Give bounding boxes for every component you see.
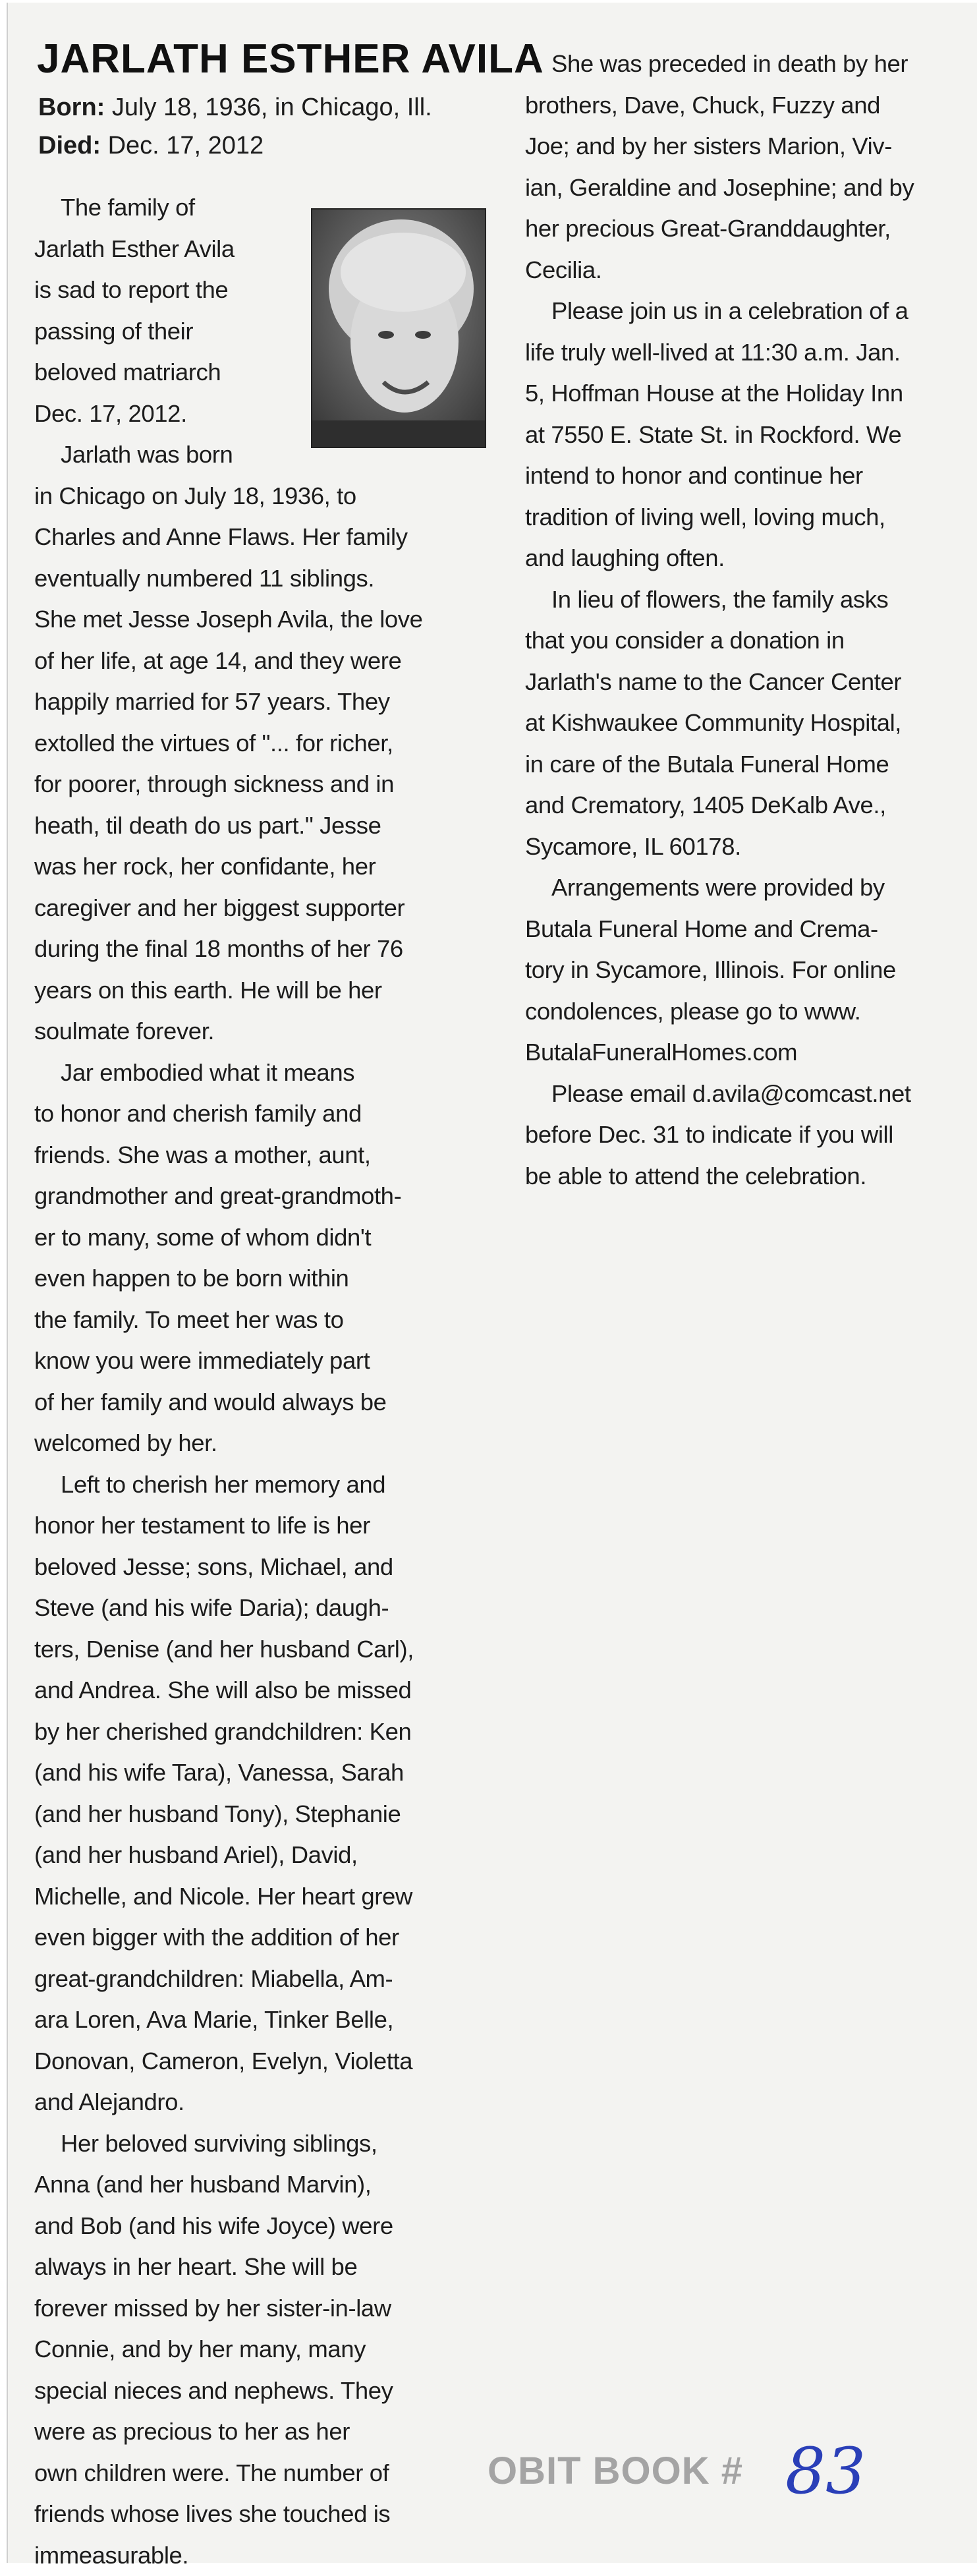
- obituary-text-line: happily married for 57 years. They: [34, 681, 495, 723]
- obituary-text-line: and Alejandro.: [34, 2082, 495, 2123]
- obituary-text-line: great-grandchildren: Miabella, Am-: [34, 1959, 495, 2000]
- obituary-text-line: grandmother and great-grandmoth-: [34, 1176, 495, 1217]
- obituary-text-line: and laughing often.: [525, 538, 973, 579]
- obituary-text-line: welcomed by her.: [34, 1423, 495, 1464]
- obituary-text-line: before Dec. 31 to indicate if you will: [525, 1114, 973, 1156]
- obituary-text-line: caregiver and her biggest supporter: [34, 888, 495, 929]
- obituary-text-line: heath, til death do us part." Jesse: [34, 805, 495, 847]
- obituary-name: JARLATH ESTHER AVILA: [37, 36, 544, 82]
- born-line: [38, 94, 432, 122]
- obituary-text-line: In lieu of flowers, the family asks: [525, 579, 973, 621]
- died-line: [38, 132, 264, 160]
- obituary-text-line: ara Loren, Ava Marie, Tinker Belle,: [34, 1999, 495, 2041]
- obituary-text-line: brothers, Dave, Chuck, Fuzzy and: [525, 85, 973, 127]
- obituary-text-line: passing of their: [34, 311, 495, 353]
- obit-book-stamp: OBIT BOOK #: [488, 2449, 743, 2493]
- obituary-text-line: Steve (and his wife Daria); daugh-: [34, 1588, 495, 1629]
- obituary-text-line: beloved Jesse; sons, Michael, and: [34, 1547, 495, 1588]
- obituary-text-line: is sad to report the: [34, 270, 495, 311]
- right-column: [525, 43, 973, 1197]
- obituary-text-line: her precious Great-Granddaughter,: [525, 208, 973, 250]
- obituary-text-line: friends. She was a mother, aunt,: [34, 1135, 495, 1176]
- obituary-text-line: Cecilia.: [525, 250, 973, 291]
- obituary-text-line: and Crematory, 1405 DeKalb Ave.,: [525, 785, 973, 826]
- obituary-text-line: at 7550 E. State St. in Rockford. We: [525, 415, 973, 456]
- obituary-text-line: Jar embodied what it means: [34, 1052, 495, 1094]
- obituary-text-line: Butala Funeral Home and Crema-: [525, 909, 973, 950]
- obituary-text-line: tory in Sycamore, Illinois. For online: [525, 950, 973, 991]
- obituary-text-line: (and his wife Tara), Vanessa, Sarah: [34, 1752, 495, 1794]
- obituary-text-line: extolled the virtues of "... for richer,: [34, 723, 495, 764]
- left-column: [34, 187, 495, 2576]
- obituary-text-line: ButalaFuneralHomes.com: [525, 1032, 973, 1073]
- obituary-text-line: Dec. 17, 2012.: [34, 393, 495, 435]
- obituary-text-line: Left to cherish her memory and: [34, 1464, 495, 1506]
- obituary-text-line: The family of: [34, 187, 495, 229]
- obituary-text-line: Anna (and her husband Marvin),: [34, 2164, 495, 2206]
- obituary-text-line: always in her heart. She will be: [34, 2247, 495, 2288]
- obituary-text-line: even happen to be born within: [34, 1258, 495, 1300]
- obituary-text-line: Charles and Anne Flaws. Her family: [34, 517, 495, 558]
- obituary-text-line: immeasurable.: [34, 2535, 495, 2576]
- obituary-text-line: condolences, please go to www.: [525, 991, 973, 1033]
- handwritten-book-number: 83: [785, 2434, 866, 2508]
- obituary-text-line: honor her testament to life is her: [34, 1505, 495, 1547]
- obituary-text-line: at Kishwaukee Community Hospital,: [525, 702, 973, 744]
- obituary-text-line: intend to honor and continue her: [525, 455, 973, 497]
- obituary-text-line: that you consider a donation in: [525, 620, 973, 662]
- obituary-text-line: during the final 18 months of her 76: [34, 929, 495, 970]
- obituary-text-line: own children were. The number of: [34, 2453, 495, 2494]
- obituary-text-line: be able to attend the celebration.: [525, 1156, 973, 1197]
- obituary-text-line: was her rock, her confidante, her: [34, 846, 495, 888]
- obituary-text-line: (and her husband Tony), Stephanie: [34, 1794, 495, 1835]
- obituary-text-line: 5, Hoffman House at the Holiday Inn: [525, 373, 973, 415]
- obituary-text-line: of her life, at age 14, and they were: [34, 641, 495, 682]
- obituary-text-line: Arrangements were provided by: [525, 867, 973, 909]
- obituary-text-line: forever missed by her sister-in-law: [34, 2288, 495, 2330]
- obituary-text-line: to honor and cherish family and: [34, 1093, 495, 1135]
- obituary-text-line: Jarlath was born: [34, 434, 495, 476]
- obituary-text-line: and Andrea. She will also be missed: [34, 1670, 495, 1711]
- born-value: July 18, 1936, in Chicago, Ill.: [112, 94, 432, 121]
- obituary-text-line: Michelle, and Nicole. Her heart grew: [34, 1876, 495, 1918]
- obituary-text-line: know you were immediately part: [34, 1340, 495, 1382]
- born-label: Born:: [38, 94, 105, 121]
- obituary-text-line: were as precious to her as her: [34, 2411, 495, 2453]
- obituary-text-line: She was preceded in death by her: [525, 43, 973, 85]
- obituary-text-line: Jarlath Esther Avila: [34, 229, 495, 270]
- obituary-text-line: of her family and would always be: [34, 1382, 495, 1423]
- obituary-text-line: tradition of living well, loving much,: [525, 497, 973, 538]
- obituary-text-line: Joe; and by her sisters Marion, Viv-: [525, 126, 973, 167]
- obituary-text-line: beloved matriarch: [34, 352, 495, 393]
- died-value: Dec. 17, 2012: [108, 132, 264, 159]
- obituary-text-line: years on this earth. He will be her: [34, 970, 495, 1012]
- obituary-text-line: special nieces and nephews. They: [34, 2370, 495, 2412]
- obituary-text-line: in Chicago on July 18, 1936, to: [34, 476, 495, 517]
- obituary-text-line: Connie, and by her many, many: [34, 2329, 495, 2370]
- obituary-text-line: friends whose lives she touched is: [34, 2494, 495, 2535]
- obituary-text-line: the family. To meet her was to: [34, 1300, 495, 1341]
- obituary-text-line: Please join us in a celebration of a: [525, 291, 973, 332]
- obituary-text-line: by her cherished grandchildren: Ken: [34, 1711, 495, 1753]
- obituary-text-line: ian, Geraldine and Josephine; and by: [525, 167, 973, 209]
- obituary-text-line: Sycamore, IL 60178.: [525, 826, 973, 868]
- obituary-text-line: She met Jesse Joseph Avila, the love: [34, 599, 495, 641]
- obituary-text-line: Please email d.avila@comcast.net: [525, 1073, 973, 1115]
- died-label: Died:: [38, 132, 101, 159]
- obituary-text-line: for poorer, through sickness and in: [34, 764, 495, 805]
- obituary-text-line: er to many, some of whom didn't: [34, 1217, 495, 1259]
- obituary-text-line: even bigger with the addition of her: [34, 1917, 495, 1959]
- obituary-text-line: Her beloved surviving siblings,: [34, 2123, 495, 2165]
- obituary-text-line: (and her husband Ariel), David,: [34, 1835, 495, 1876]
- obituary-text-line: soulmate forever.: [34, 1011, 495, 1052]
- obituary-text-line: eventually numbered 11 siblings.: [34, 558, 495, 600]
- obituary-text-line: life truly well-lived at 11:30 a.m. Jan.: [525, 332, 973, 374]
- newspaper-clipping: [7, 3, 977, 2563]
- obituary-text-line: Jarlath's name to the Cancer Center: [525, 662, 973, 703]
- obituary-text-line: and Bob (and his wife Joyce) were: [34, 2206, 495, 2247]
- obituary-text-line: ters, Denise (and her husband Carl),: [34, 1629, 495, 1671]
- obituary-text-line: Donovan, Cameron, Evelyn, Violetta: [34, 2041, 495, 2082]
- obituary-text-line: in care of the Butala Funeral Home: [525, 744, 973, 786]
